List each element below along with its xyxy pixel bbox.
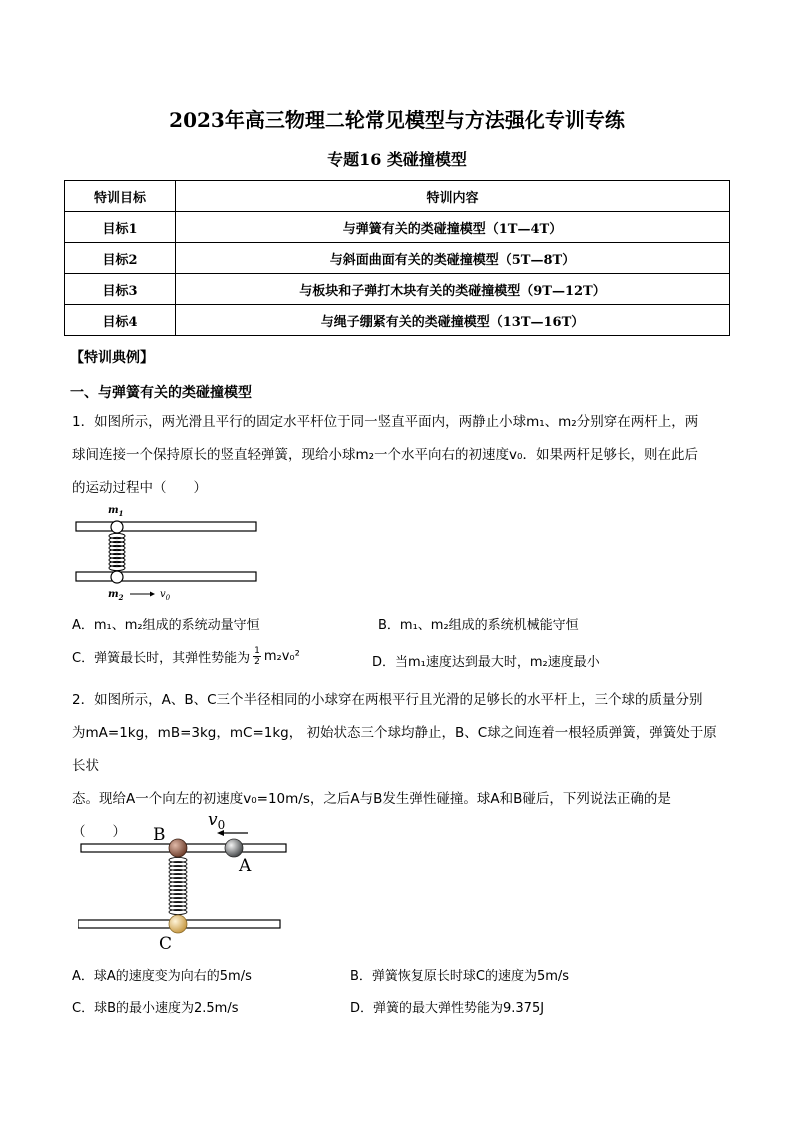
goals-table — [64, 180, 730, 336]
q2-option-d: D．弹簧的最大弹性势能为9.375J — [350, 1001, 545, 1016]
q2-option-c: C．球B的最小速度为2.5m/s — [72, 1001, 239, 1016]
fraction-denominator: 2 — [254, 657, 260, 667]
section-1-heading: 一、与弹簧有关的类碰撞模型 — [70, 385, 252, 401]
q1-option-a: A．m₁、m₂组成的系统动量守恒 — [72, 618, 260, 633]
label-m2: $m_2$ — [108, 589, 124, 602]
ball-c — [169, 915, 187, 933]
table-header-content: 特训内容 — [176, 181, 730, 212]
ball-a — [225, 839, 243, 857]
q1-figure — [70, 500, 270, 605]
table-cell-content: 与板块和子弹打木块有关的类碰撞模型（9T—12T） — [176, 274, 730, 305]
q1-option-c — [72, 646, 300, 667]
upper-rod — [76, 522, 256, 531]
q2-line-1: 2．如图所示，A、B、C三个半径相同的小球穿在两根平行且光滑的足够长的水平杆上，三个球的质量分别 — [72, 692, 703, 708]
velocity-arrowhead — [150, 592, 155, 597]
table-cell-goal: 目标1 — [65, 212, 176, 243]
table-cell-content: 与弹簧有关的类碰撞模型（1T—4T） — [176, 212, 730, 243]
label-v0: $v_0$ — [160, 589, 171, 602]
q2-option-b: B．弹簧恢复原长时球C的速度为5m/s — [350, 969, 570, 984]
page-title: 2023年高三物理二轮常见模型与方法强化专训专练 — [169, 108, 625, 132]
q1-option-c-expr: m₂v₀² — [263, 649, 300, 664]
label-m1: $m_1$ — [108, 505, 124, 518]
page-subtitle: 专题16 类碰撞模型 — [327, 150, 467, 169]
label-c: C — [159, 934, 173, 954]
q1-option-b: B．m₁、m₂组成的系统机械能守恒 — [378, 618, 579, 633]
q2-line-3: 态。现给A一个向左的初速度v₀=10m/s，之后A与B发生弹性碰撞。球A和B碰后，下列说法正确的是 — [72, 791, 671, 807]
table-cell-goal: 目标4 — [65, 305, 176, 336]
label-b: B — [153, 825, 166, 845]
q2-option-a: A．球A的速度变为向右的5m/s — [72, 969, 252, 984]
q1-option-c-fraction — [253, 646, 261, 667]
table-row — [65, 212, 730, 243]
q1-option-c-text: C．弹簧最长时，其弹性势能为 — [72, 651, 251, 666]
spring-coil — [109, 533, 125, 570]
q1-option-d: D．当m₁速度达到最大时，m₂速度最小 — [372, 655, 600, 670]
section-examples-heading: 【特训典例】 — [70, 350, 154, 366]
table-cell-content: 与斜面曲面有关的类碰撞模型（5T—8T） — [176, 243, 730, 274]
table-header-goal: 特训目标 — [65, 181, 176, 212]
ball-b — [169, 839, 187, 857]
q2-line-2: 为mA=1kg，mB=3kg，mC=1kg， 初始状态三个球均静止，B、C球之间连着一根轻质弹簧，弹簧处于原长状 — [72, 725, 717, 774]
q1-line-3: 的运动过程中（ ） — [72, 480, 207, 496]
table-cell-goal: 目标2 — [65, 243, 176, 274]
table-cell-goal: 目标3 — [65, 274, 176, 305]
q1-stem — [72, 406, 727, 505]
lower-rod — [76, 572, 256, 581]
table-header-row — [65, 181, 730, 212]
label-v0: $v_0$ — [208, 810, 226, 832]
q1-line-2: 球间连接一个保持原长的竖直轻弹簧，现给小球m₂一个水平向右的初速度v₀．如果两杆足够长，则在此后 — [72, 447, 698, 463]
q2-line-4: （ ） — [72, 824, 126, 840]
label-a: A — [239, 856, 252, 876]
table-row — [65, 274, 730, 305]
q2-figure — [78, 806, 293, 956]
ball-m1 — [111, 521, 123, 533]
q1-line-1: 1．如图所示，两光滑且平行的固定水平杆位于同一竖直平面内，两静止小球m₁、m₂分别穿在两杆上，两 — [72, 414, 699, 430]
ball-m2 — [111, 571, 123, 583]
spring-coil — [169, 857, 187, 914]
table-row — [65, 243, 730, 274]
table-row — [65, 305, 730, 336]
fraction-numerator: 1 — [254, 646, 260, 656]
table-cell-content: 与绳子绷紧有关的类碰撞模型（13T—16T） — [176, 305, 730, 336]
